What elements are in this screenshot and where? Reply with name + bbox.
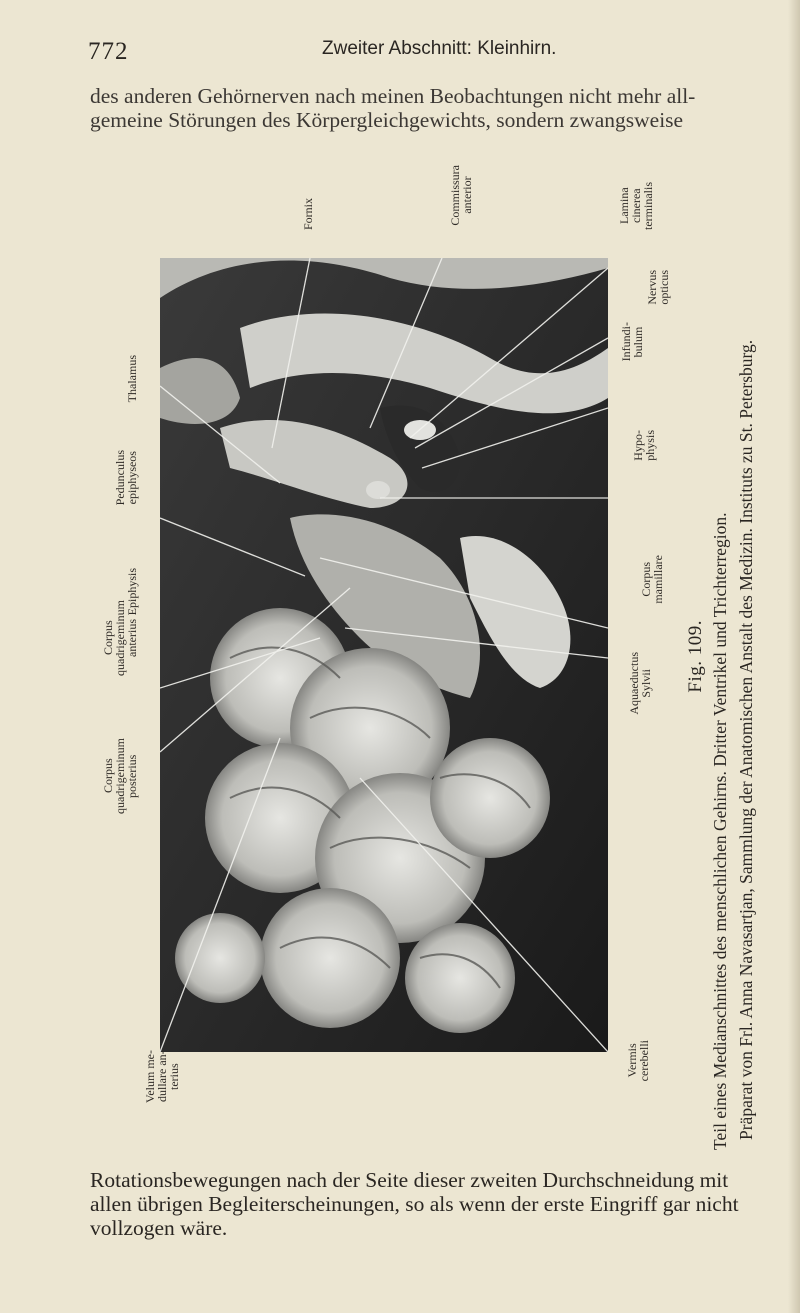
label-hypophysis: Hypo- physis [631, 430, 657, 461]
label-epiphysis: Epiphysis [125, 568, 139, 616]
figure-caption-line2: Präparat von Frl. Anna Navasartjan, Sammlung der Anatomischen Anstalt des Medizin. Instituts zu St. Petersburg. [736, 339, 756, 1140]
label-fornix: Fornix [301, 198, 315, 231]
label-infundibulum: Infundi- bulum [619, 322, 645, 362]
paragraph-top: des anderen Gehörnerven nach meinen Beobachtungen nicht mehr all-gemeine Störungen des Körpergleichgewichts, sondern zwangsweise [90, 84, 696, 132]
label-commissura-anterior: Commissura anterior [448, 165, 474, 226]
label-pedunculus-epiphyseos: Pedunculus epiphyseos [113, 450, 139, 506]
label-thalamus: Thalamus [125, 355, 139, 403]
label-vermis-cerebelli: Vermis cerebelli [625, 1040, 651, 1082]
figure-caption-line1: Teil eines Medianschnittes des menschlichen Gehirns. Dritter Ventrikel und Trichterregion. [710, 512, 730, 1150]
brain-section-photo [160, 258, 608, 1052]
paragraph-bottom: Rotationsbewegungen nach der Seite dieser zweiten Durchschneidung mit allen übrigen Begleiterscheinungen, so als wenn der erste Eingriff gar nicht vollzogen wäre. [90, 1168, 739, 1240]
label-velum-medullare-anterius: Velum me- dullare an- terius [143, 1050, 181, 1103]
label-corpus-quadrigeminum-anterius: Corpus quadrigeminum anterius [101, 600, 139, 676]
page-edge-shadow [788, 0, 800, 1313]
page-header [88, 38, 748, 68]
label-aquaeductus-sylvii: Aquaeductus Sylvii [627, 652, 653, 715]
figure-number: Fig. 109. [685, 620, 706, 693]
label-corpus-quadrigeminum-posterius: Corpus quadrigeminum posterius [101, 738, 139, 814]
brain-photo-svg [160, 258, 608, 1052]
label-nervus-opticus: Nervus opticus [645, 270, 671, 305]
running-head: Zweiter Abschnitt: Kleinhirn. [322, 38, 557, 59]
page-number: 772 [88, 38, 129, 65]
label-lamina-cinerea-terminalis: Lamina cinerea terminalis [617, 182, 655, 230]
label-corpus-mamillare: Corpus mamillare [639, 555, 665, 604]
